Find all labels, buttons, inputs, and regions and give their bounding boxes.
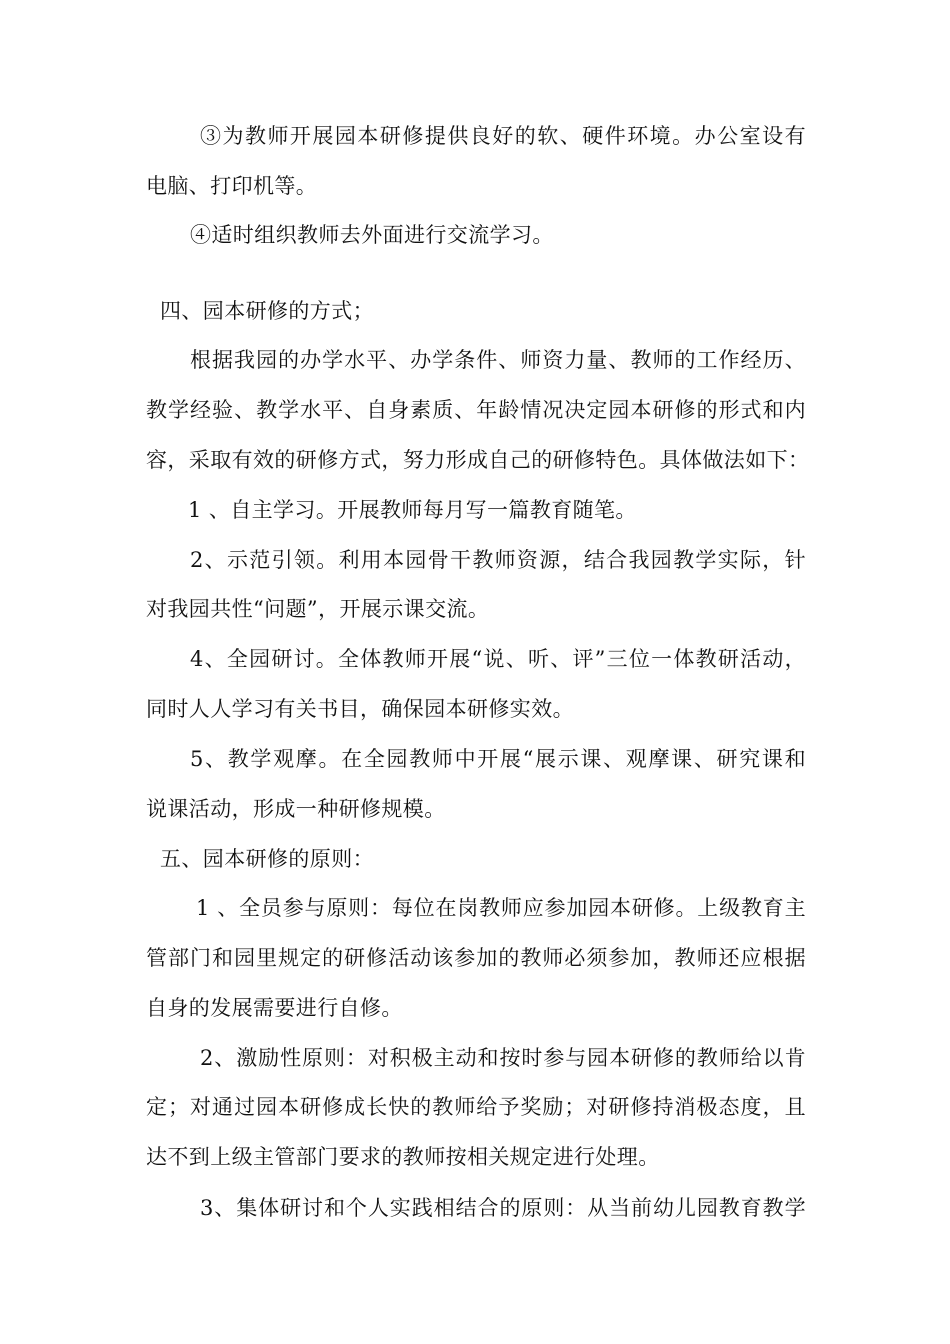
paragraph-line: 根据我园的办学水平、办学条件、师资力量、教师的工作经历、 xyxy=(190,348,806,372)
paragraph-line: 容，采取有效的研修方式，努力形成自己的研修特色。具体做法如下： xyxy=(146,448,810,472)
paragraph-line: 5、教学观摩。在全园教师中开展“展示课、观摩课、研究课和 xyxy=(190,747,806,771)
section-heading: 四、园本研修的方式； xyxy=(160,299,374,323)
paragraph-line: 达不到上级主管部门要求的教师按相关规定进行处理。 xyxy=(146,1145,660,1169)
paragraph-line: 教学经验、教学水平、自身素质、年龄情况决定园本研修的形式和内 xyxy=(146,398,806,422)
paragraph-line: 3、集体研讨和个人实践相结合的原则：从当前幼儿园教育教学 xyxy=(200,1196,806,1220)
paragraph-line: 2、激励性原则：对积极主动和按时参与园本研修的教师给以肯 xyxy=(200,1046,806,1070)
paragraph-line: 管部门和园里规定的研修活动该参加的教师必须参加，教师还应根据 xyxy=(146,946,806,970)
paragraph-line: 4、全园研讨。全体教师开展“说、听、评”三位一体教研活动， xyxy=(190,647,806,671)
paragraph-line: 1 、全员参与原则：每位在岗教师应参加园本研修。上级教育主 xyxy=(196,896,806,920)
paragraph-line: 对我园共性“问题”，开展示课交流。 xyxy=(146,597,490,621)
paragraph-line: 自身的发展需要进行自修。 xyxy=(146,996,403,1020)
paragraph-line: 同时人人学习有关书目，确保园本研修实效。 xyxy=(146,697,574,721)
paragraph-line: 定；对通过园本研修成长快的教师给予奖励；对研修持消极态度，且 xyxy=(146,1095,806,1119)
paragraph-line: ③为教师开展园本研修提供良好的软、硬件环境。办公室设有 xyxy=(200,124,806,148)
paragraph-line: ④适时组织教师去外面进行交流学习。 xyxy=(190,223,554,247)
section-heading: 五、园本研修的原则： xyxy=(160,847,374,871)
paragraph-line: 说课活动，形成一种研修规模。 xyxy=(146,797,446,821)
paragraph-line: 电脑、打印机等。 xyxy=(146,174,318,198)
paragraph-line: 1 、自主学习。开展教师每月写一篇教育随笔。 xyxy=(188,498,637,522)
paragraph-line: 2、示范引领。利用本园骨干教师资源，结合我园教学实际，针 xyxy=(190,548,806,572)
